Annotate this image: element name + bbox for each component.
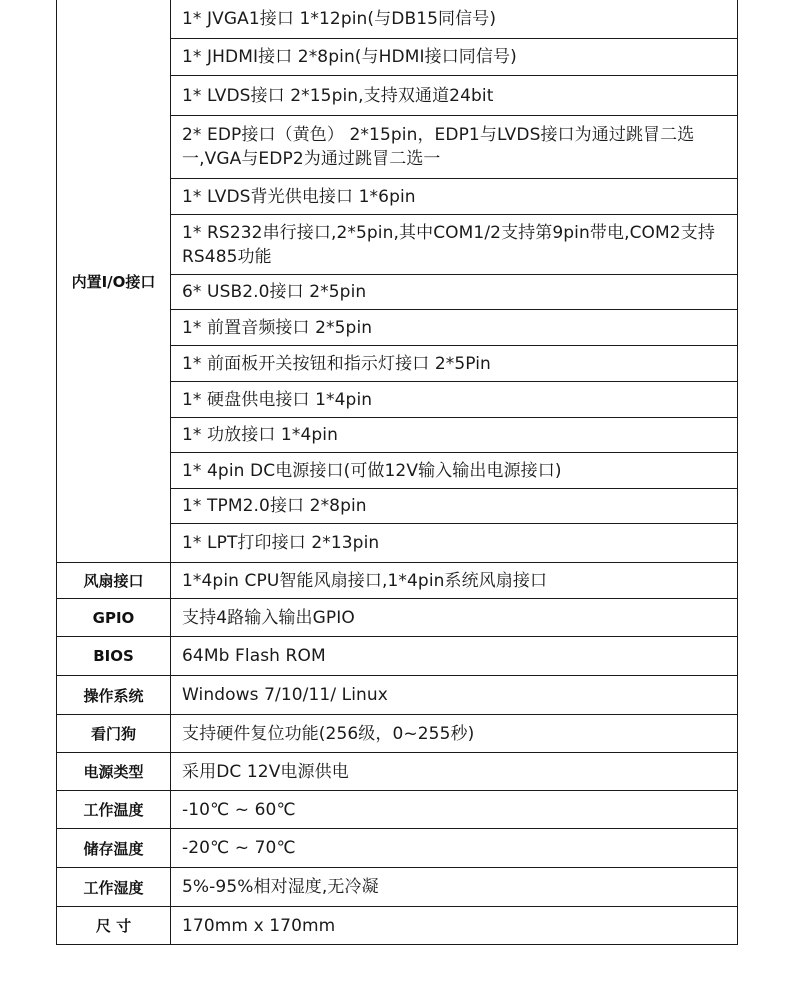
io-row-value: 1* RS232串行接口,2*5pin,其中COM1/2支持第9pin带电,COM2支持RS485功能 xyxy=(171,215,738,275)
spec-value: -10℃ ~ 60℃ xyxy=(171,791,738,829)
io-row-value: 1* TPM2.0接口 2*8pin xyxy=(171,489,738,524)
spec-value: 5%-95%相对湿度,无冷凝 xyxy=(171,868,738,907)
io-row-value: 1* 4pin DC电源接口(可做12V输入输出电源接口) xyxy=(171,453,738,489)
table-row xyxy=(57,868,738,907)
spec-label: BIOS xyxy=(57,637,171,676)
spec-label: 看门狗 xyxy=(57,715,171,753)
spec-value: 170mm x 170mm xyxy=(171,907,738,945)
table-row xyxy=(57,637,738,676)
spec-label: 尺 寸 xyxy=(57,907,171,945)
io-row-value: 1* LVDS背光供电接口 1*6pin xyxy=(171,179,738,215)
spec-label: 储存温度 xyxy=(57,829,171,868)
spec-value: 支持4路输入输出GPIO xyxy=(171,599,738,637)
io-row-value: 1* JVGA1接口 1*12pin(与DB15同信号) xyxy=(171,0,738,39)
io-row-value: 1* LVDS接口 2*15pin,支持双通道24bit xyxy=(171,76,738,116)
io-row-value: 1* 功放接口 1*4pin xyxy=(171,418,738,453)
io-row-value: 1* 硬盘供电接口 1*4pin xyxy=(171,382,738,418)
io-row-value: 1* LPT打印接口 2*13pin xyxy=(171,524,738,563)
spec-label: 工作温度 xyxy=(57,791,171,829)
io-row-value: 2* EDP接口（黄色） 2*15pin，EDP1与LVDS接口为通过跳冒二选一,VGA与EDP2为通过跳冒二选一 xyxy=(171,116,738,179)
spec-value: 支持硬件复位功能(256级，0~255秒) xyxy=(171,715,738,753)
table-row xyxy=(57,907,738,945)
table-row xyxy=(57,791,738,829)
table-row xyxy=(57,676,738,715)
io-section-label: 内置I/O接口 xyxy=(57,0,171,563)
spec-value: 采用DC 12V电源供电 xyxy=(171,753,738,791)
table-row xyxy=(57,715,738,753)
spec-label: 操作系统 xyxy=(57,676,171,715)
io-row-value: 1* 前面板开关按钮和指示灯接口 2*5Pin xyxy=(171,346,738,382)
io-row-value: 6* USB2.0接口 2*5pin xyxy=(171,275,738,310)
table-row xyxy=(57,563,738,599)
table-row xyxy=(57,829,738,868)
spec-value: -20℃ ~ 70℃ xyxy=(171,829,738,868)
io-row-value: 1* 前置音频接口 2*5pin xyxy=(171,310,738,346)
spec-table xyxy=(56,0,738,945)
table-row xyxy=(57,0,738,39)
table-row xyxy=(57,599,738,637)
spec-value: 1*4pin CPU智能风扇接口,1*4pin系统风扇接口 xyxy=(171,563,738,599)
spec-label: 风扇接口 xyxy=(57,563,171,599)
spec-label: 电源类型 xyxy=(57,753,171,791)
io-row-value: 1* JHDMI接口 2*8pin(与HDMI接口同信号) xyxy=(171,39,738,76)
spec-value: 64Mb Flash ROM xyxy=(171,637,738,676)
spec-value: Windows 7/10/11/ Linux xyxy=(171,676,738,715)
spec-label: 工作湿度 xyxy=(57,868,171,907)
table-row xyxy=(57,753,738,791)
spec-label: GPIO xyxy=(57,599,171,637)
